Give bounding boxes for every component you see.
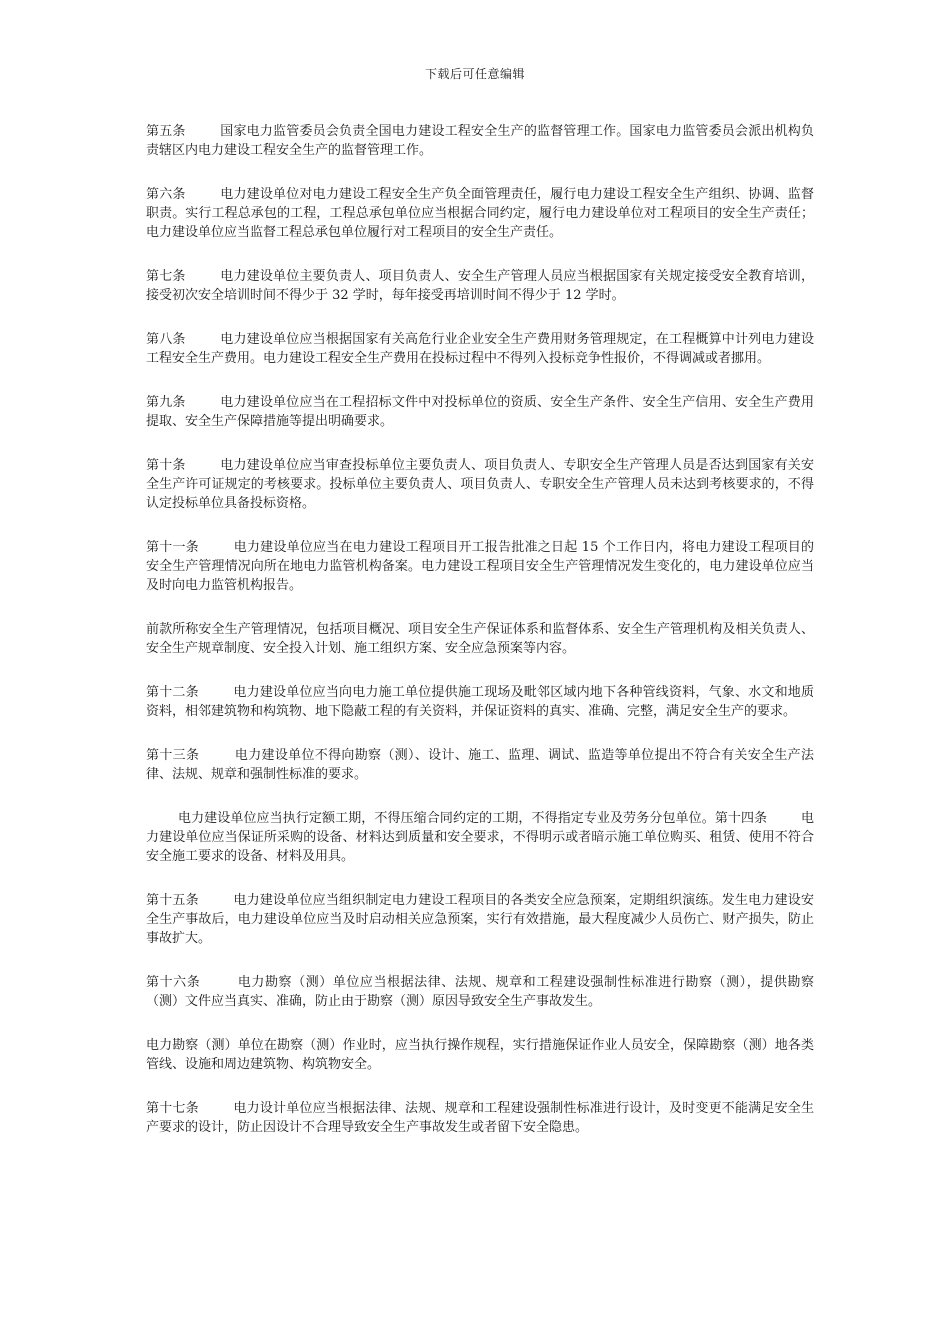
article-text: 前款所称安全生产管理情况，包括项目概况、项目安全生产保证体系和监督体系、安全生产管理机构及相关负责人、安全生产规章制度、安全投入计划、施工组织方案、安全应急预案等内容。 [146,622,814,656]
article-text: 国家电力监管委员会负责全国电力建设工程安全生产的监督管理工作。国家电力监管委员会派出机构负责辖区内电力建设工程安全生产的监督管理工作。 [146,124,814,158]
article-8 [146,330,814,368]
article-13-14-paragraph [146,809,814,866]
article-17 [146,1099,814,1137]
article-number: 第八条 [146,332,186,347]
article-gap [186,395,221,410]
article-11 [146,538,814,595]
article-gap [186,332,221,347]
article-text: 电力设计单位应当根据法律、法规、规章和工程建设强制性标准进行设计，及时变更不能满足安全生产要求的设计，防止因设计不合理导致安全生产事故发生或者留下安全隐患。 [146,1101,814,1135]
article-gap [199,893,234,908]
article-number: 第十七条 [146,1101,199,1116]
article-9 [146,393,814,431]
article-number: 第十一条 [146,540,199,555]
article-text: 电力建设单位主要负责人、项目负责人、安全生产管理人员应当根据国家有关规定接受安全教育培训，接受初次安全培训时间不得少于 32 学时，每年接受再培训时间不得少于 12 学时。 [146,269,814,303]
article-number: 第十三条 [146,748,200,763]
article-5 [146,122,814,160]
article-text: 电力建设单位应当向电力施工单位提供施工现场及毗邻区域内地下各种管线资料，气象、水文和地质资料，相邻建筑物和构筑物、地下隐蔽工程的有关资料，并保证资料的真实、准确、完整，满足安全生产的要求。 [146,685,814,719]
article-16 [146,973,814,1011]
article-text: 电力建设单位应当根据国家有关高危行业企业安全生产费用财务管理规定，在工程概算中计列电力建设工程安全生产费用。电力建设工程安全生产费用在投标过程中不得列入投标竞争性报价，不得调减或者挪用。 [146,332,814,366]
article-number: 第十六条 [146,975,201,990]
article-text: 电力建设单位对电力建设工程安全生产负全面管理责任，履行电力建设工程安全生产组织、协调、监督职责。实行工程总承包的工程，工程总承包单位应当根据合同约定，履行电力建设单位对工程项目的安全生产责任；电力建设单位应当监督工程总承包单位履行对工程项目的安全生产责任。 [146,187,814,240]
article-gap [186,458,221,473]
article-text: 电力建设单位应当审查投标单位主要负责人、项目负责人、专职安全生产管理人员是否达到国家有关安全生产许可证规定的考核要求。投标单位主要负责人、项目负责人、专职安全生产管理人员未达到考核要求的，不得认定投标单位具备投标资格。 [146,458,814,511]
article-10 [146,456,814,513]
article-number: 第五条 [146,124,186,139]
article-text: 电力建设单位应当在工程招标文件中对投标单位的资质、安全生产条件、安全生产信用、安全生产费用提取、安全生产保障措施等提出明确要求。 [146,395,814,429]
article-6 [146,185,814,242]
article-gap [199,748,235,763]
article-11-paragraph-2 [146,620,814,658]
article-text: 电力建设单位应当组织制定电力建设工程项目的各类安全应急预案，定期组织演练。发生电力建设安全生产事故后，电力建设单位应当及时启动相关应急预案，实行有效措施，最大程度减少人员伤亡、财产损失，防止事故扩大。 [146,893,814,946]
article-number: 第十五条 [146,893,199,908]
article-7 [146,267,814,305]
article-text: 电力勘察（测）单位应当根据法律、法规、规章和工程建设强制性标准进行勘察（测），提供勘察（测）文件应当真实、准确，防止由于勘察（测）原因导致安全生产事故发生。 [146,975,814,1009]
page-header: 下载后可任意编辑 [424,67,525,81]
article-gap [199,540,234,555]
article-number: 第十条 [146,458,186,473]
article-gap [186,187,221,202]
article-text: 电力建设单位不得向勘察（测）、设计、施工、监理、调试、监造等单位提出不符合有关安全生产法律、法规、规章和强制性标准的要求。 [146,748,814,782]
article-13 [146,746,814,784]
article-number: 第七条 [146,269,186,284]
article-text: 电力建设单位应当在电力建设工程项目开工报告批准之日起 15 个工作日内，将电力建设工程项目的安全生产管理情况向所在地电力监管机构备案。电力建设工程项目安全生产管理情况发生变化的，电力建设单位应当及时向电力监管机构报告。 [146,540,814,593]
article-15 [146,891,814,948]
article-number: 第九条 [146,395,186,410]
article-text: 电力建设单位应当执行定额工期，不得压缩合同约定的工期，不得指定专业及劳务分包单位。第十四条 电力建设单位应当保证所采购的设备、材料达到质量和安全要求，不得明示或者暗示施工单位购买、租赁、使用不符合安全施工要求的设备、材料及用具。 [146,811,814,864]
article-gap [199,1101,234,1116]
article-text: 电力勘察（测）单位在勘察（测）作业时，应当执行操作规程，实行措施保证作业人员安全，保障勘察（测）地各类管线、设施和周边建筑物、构筑物安全。 [146,1038,814,1072]
article-gap [200,975,238,990]
article-16-paragraph-2 [146,1036,814,1074]
article-12 [146,683,814,721]
article-gap [186,269,221,284]
document-body [146,122,814,1162]
article-number: 第六条 [146,187,186,202]
article-gap [186,124,221,139]
article-gap [199,685,234,700]
article-number: 第十二条 [146,685,199,700]
